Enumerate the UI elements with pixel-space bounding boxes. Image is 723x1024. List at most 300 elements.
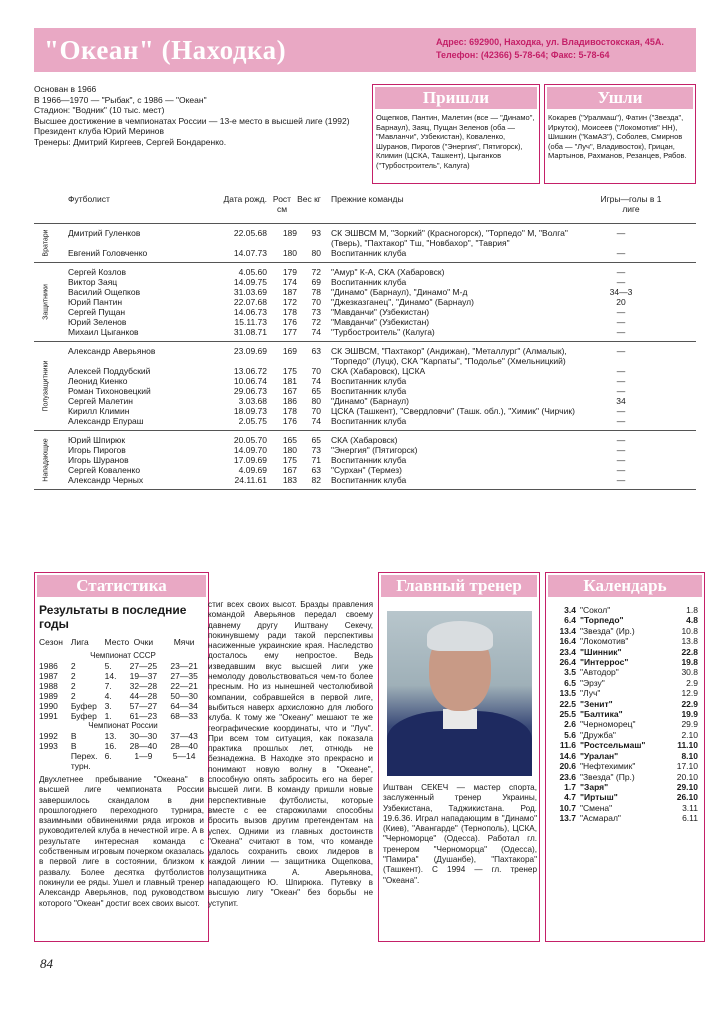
stats-cell: 2 bbox=[70, 681, 76, 691]
player-prev-teams: СКА (Хабаровск), ЦСКА bbox=[331, 366, 426, 376]
stats-cell: 27—35 bbox=[170, 671, 198, 681]
stats-cell: В bbox=[70, 741, 77, 751]
calendar-date-home: 23.4 bbox=[559, 646, 576, 657]
stats-cell: 44—28 bbox=[129, 691, 158, 701]
player-weight: 72 bbox=[311, 267, 321, 277]
stats-row bbox=[39, 711, 204, 721]
player-row bbox=[62, 277, 651, 287]
player-height: 181 bbox=[282, 376, 297, 386]
club-contacts bbox=[436, 36, 686, 62]
stats-cell: 57—27 bbox=[129, 701, 158, 711]
player-height: 186 bbox=[282, 396, 297, 406]
player-row bbox=[62, 267, 651, 277]
player-height: 167 bbox=[282, 386, 297, 396]
player-games: — bbox=[616, 228, 626, 238]
stats-row bbox=[39, 661, 204, 671]
player-prev-teams: Воспитанник клуба bbox=[331, 475, 407, 485]
position-label-cell bbox=[34, 228, 62, 258]
calendar-team: "Балтика" bbox=[580, 709, 623, 720]
player-weight: 71 bbox=[311, 455, 321, 465]
stats-cell: 68—33 bbox=[170, 711, 198, 721]
player-weight: 63 bbox=[311, 346, 321, 356]
player-prev-teams: "Мавданчи" (Узбекистан) bbox=[331, 307, 430, 317]
info-line: Стадион: "Водник" (10 тыс. мест) bbox=[34, 105, 165, 115]
player-games: — bbox=[616, 376, 626, 386]
player-height: 180 bbox=[282, 248, 297, 258]
stats-cell: 5—14 bbox=[172, 751, 196, 761]
player-row bbox=[62, 307, 651, 317]
stats-cell: 1986 bbox=[39, 661, 58, 671]
player-name: Евгений Головченко bbox=[68, 248, 148, 258]
col-prev: Прежние команды bbox=[331, 194, 404, 204]
stats-cell: 7. bbox=[104, 681, 112, 691]
calendar-team: "Локомотив" bbox=[580, 636, 629, 647]
stats-cell: В bbox=[70, 731, 77, 741]
player-weight: 80 bbox=[311, 396, 321, 406]
calendar-date-away: 10.8 bbox=[681, 625, 698, 636]
stats-cell: 1993 bbox=[39, 741, 58, 751]
player-games: — bbox=[616, 445, 626, 455]
calendar-date-home: 13.5 bbox=[559, 688, 576, 699]
player-games: — bbox=[616, 327, 626, 337]
stats-row bbox=[39, 701, 204, 711]
player-dob: 31.08.71 bbox=[233, 327, 267, 337]
calendar-row bbox=[546, 813, 704, 823]
player-height: 172 bbox=[282, 297, 297, 307]
calendar-date-away: 12.9 bbox=[681, 688, 698, 699]
calendar-date-away: 30.8 bbox=[681, 667, 698, 678]
player-height: 165 bbox=[282, 435, 297, 445]
calendar-date-away: 13.8 bbox=[681, 636, 698, 647]
calendar-row bbox=[546, 615, 704, 625]
player-games: — bbox=[616, 455, 626, 465]
player-games: — bbox=[616, 248, 626, 258]
stats-row bbox=[39, 681, 204, 691]
player-weight: 82 bbox=[311, 475, 321, 485]
coach-title: Главный тренер bbox=[381, 575, 537, 597]
arrived-box bbox=[372, 84, 540, 184]
player-row bbox=[62, 376, 651, 386]
player-prev-teams: Воспитанник клуба bbox=[331, 277, 407, 287]
stats-cell: 61—23 bbox=[129, 711, 158, 721]
player-dob: 14.09.75 bbox=[233, 277, 267, 287]
calendar-date-away: 4.8 bbox=[686, 615, 698, 626]
calendar-row bbox=[546, 772, 704, 782]
stats-col: Место bbox=[104, 637, 130, 647]
player-row bbox=[62, 317, 651, 327]
calendar-date-home: 5.6 bbox=[564, 729, 576, 740]
stats-cell: 28—40 bbox=[170, 741, 198, 751]
position-label: Нападающие bbox=[42, 438, 50, 482]
player-prev-teams: СК ЭШВСМ М, "Зоркий" (Красногорск), "Торпедо" М, "Волга" (Тверь), "Пахтакор" Тш, "Новбахор", "Таврия" bbox=[331, 228, 568, 248]
group-players bbox=[62, 346, 651, 426]
player-dob: 14.09.70 bbox=[233, 445, 267, 455]
player-height: 178 bbox=[282, 307, 297, 317]
position-label-cell bbox=[34, 267, 62, 337]
player-dob: 24.11.61 bbox=[234, 475, 267, 485]
player-row bbox=[62, 406, 651, 416]
calendar-team: "Луч" bbox=[580, 688, 601, 699]
stats-subtitle: Результаты в последние годы bbox=[39, 603, 187, 631]
calendar-team: "Дружба" bbox=[580, 729, 616, 740]
player-weight: 73 bbox=[311, 307, 321, 317]
stats-cell: 1989 bbox=[39, 691, 58, 701]
left-box bbox=[544, 84, 696, 184]
player-weight: 65 bbox=[311, 386, 321, 396]
player-row bbox=[62, 386, 651, 396]
calendar-date-home: 14.6 bbox=[559, 750, 576, 761]
player-games: — bbox=[616, 386, 626, 396]
calendar-box bbox=[545, 572, 705, 942]
page-number: 84 bbox=[40, 956, 53, 971]
player-row bbox=[62, 297, 651, 307]
page-header bbox=[34, 28, 696, 72]
roster-table bbox=[34, 194, 696, 490]
calendar-date-home: 3.4 bbox=[564, 605, 576, 615]
player-dob: 15.11.73 bbox=[234, 317, 267, 327]
stats-cell: 1987 bbox=[39, 671, 58, 681]
player-height: 174 bbox=[282, 277, 297, 287]
col-dob: Дата рожд. bbox=[223, 194, 267, 204]
position-group bbox=[34, 224, 696, 263]
player-prev-teams: СК ЭШВСМ, "Пахтакор" (Андижан), "Металлург" (Алмалык), "Торпедо" (Луцк), СКА "Карпаты", "Подолье" (Хмельницкий) bbox=[331, 346, 567, 366]
player-weight: 65 bbox=[311, 435, 321, 445]
stats-head bbox=[39, 637, 204, 647]
player-games: — bbox=[616, 406, 626, 416]
info-line: Высшее достижение в чемпионатах России — 13-е место в высшей лиге (1992) bbox=[34, 115, 350, 126]
calendar-date-home: 23.6 bbox=[559, 771, 576, 782]
player-prev-teams: "Динамо" (Барнаул) bbox=[331, 396, 409, 406]
stats-cell: Буфер bbox=[70, 711, 97, 721]
group-players bbox=[62, 267, 651, 337]
calendar-team: "Шинник" bbox=[580, 646, 622, 657]
stats-cell: 50—30 bbox=[170, 691, 198, 701]
stats-cell: 1990 bbox=[39, 701, 58, 711]
player-row bbox=[62, 445, 651, 455]
stats-cell: 3. bbox=[104, 701, 112, 711]
stats-text: Двухлетнее пребывание "Океана" в высшей лиге чемпионата России завершилось скандалом в дни прошлогоднего переходного турнира, взаимными обвинениями ряда игроков и руководителей клуба в нечестной игре. А в результате интересная команда с собственным игровым почерком оказалась в первой лиге в состоянии, близком к развалу. Более десятка футболистов покинули ее ряды. Ушел и главный тренер Александр Аверьянов, под руководством которого "Океан" достиг всех своих высот. bbox=[39, 775, 204, 908]
calendar-date-away: 1.8 bbox=[686, 605, 698, 615]
player-height: 175 bbox=[282, 366, 297, 376]
coach-text: Иштван СЕКЕЧ — мастер спорта, заслуженный тренер Украины, Узбекистана, Таджикистана. Род. 19.6.36. Играл нападающим в "Динамо" (Киев), "Авангарде" (Тернополь), ЦСКА, "Черноморце" (Одесса). Работал гл. тренером "Черноморца" (Одесса), "Памира" (Душанбе), "Пахтакора" (Ташкент). С 1994 — гл. тренер "Океана". bbox=[383, 783, 537, 885]
player-row bbox=[62, 287, 651, 297]
player-prev-teams: "Сурхан" (Термез) bbox=[331, 465, 403, 475]
player-games: — bbox=[616, 475, 626, 485]
article-column: стиг всех своих высот. Бразды правления командой Аверьянов передал своему давнему другу Иштвану Секечу, покинувшему ради такой перспективы насиженные украинские края. Наследство досталось ему непростое. Ведь изведавшим вкус высшей лиги уже немолоду довольствоваться чем-то более пресным. Но из нынешней честолюбивой компании, собравшейся в первой лиге, выбиться наверх архисложно для любого клуба. К тому же "Океану" мешают те же географические координаты, что и "Луч". При всем том ситуация, как показала практика прошлых лет, отнюдь не безнадежна. В Находке это прекрасно и понимают новую волну в "Океане", способную опять забросить его на берег высшей лиги. В команду пришли новые перспективные футболисты, которые вместе с ее старожилами способны бросить вызов другим претендентам на успех. Одними из главных достоинств "Океана" считают в том, что команде удалось сохранить своих лидеров в каждой линии — защитника Ощепкова, полузащитника А. Аверьянова, нападающего Ю. Шпирюка. Путевку в высшую лигу "Океан" без борьбы не уступит. bbox=[208, 600, 373, 908]
player-games: — bbox=[616, 465, 626, 475]
player-row bbox=[62, 416, 651, 426]
calendar-date-home: 10.7 bbox=[559, 802, 576, 813]
player-weight: 63 bbox=[311, 465, 321, 475]
col-weight: Вес кг bbox=[297, 194, 321, 204]
col-player: Футболист bbox=[68, 194, 110, 204]
calendar-row bbox=[546, 636, 704, 646]
position-group bbox=[34, 431, 696, 490]
player-games: — bbox=[616, 267, 626, 277]
player-dob: 29.06.73 bbox=[233, 386, 267, 396]
calendar-date-away: 19.8 bbox=[681, 657, 698, 668]
stats-cell: 1988 bbox=[39, 681, 58, 691]
player-row bbox=[62, 248, 651, 258]
calendar-team: "Интеррос" bbox=[580, 657, 629, 668]
player-height: 176 bbox=[282, 416, 297, 426]
arrived-text: Ощепков, Пантин, Малетин (все — "Динамо", Барнаул), Заяц, Пущан Зеленов (оба — "Мавланчи", Узбекистан), Коваленко, Шуранов, Пирогов ("Энергия", Пятигорск), Климин (ЦСКА, Ташкент), Цыганков ("Турбостроитель", Калуга) bbox=[376, 113, 535, 170]
stats-cell: 4. bbox=[104, 691, 112, 701]
player-weight: 74 bbox=[311, 327, 321, 337]
club-address: Адрес: 692900, Находка, ул. Владивостокская, 45А. bbox=[436, 37, 664, 47]
calendar-row bbox=[546, 751, 704, 761]
calendar-row bbox=[546, 709, 704, 719]
stats-caption: Чемпионат России bbox=[88, 721, 158, 730]
position-label: Вратари bbox=[42, 229, 50, 257]
calendar-team: "Уралан" bbox=[580, 750, 619, 761]
player-prev-teams: "Мавданчи" (Узбекистан) bbox=[331, 317, 430, 327]
stats-col: Очки bbox=[133, 637, 154, 647]
player-prev-teams: Воспитанник клуба bbox=[331, 376, 407, 386]
calendar-row bbox=[546, 761, 704, 771]
stats-cell: 2 bbox=[70, 671, 76, 681]
position-label: Полузащитники bbox=[42, 360, 50, 412]
roster-header bbox=[34, 194, 696, 224]
player-games: — bbox=[616, 435, 626, 445]
stats-box bbox=[34, 572, 209, 942]
calendar-date-away: 8.10 bbox=[681, 750, 698, 761]
player-prev-teams: СКА (Хабаровск) bbox=[331, 435, 398, 445]
stats-cell: 19—37 bbox=[129, 671, 158, 681]
position-group bbox=[34, 342, 696, 431]
calendar-row bbox=[546, 792, 704, 802]
calendar-row bbox=[546, 803, 704, 813]
info-line: Тренеры: Дмитрий Киргеев, Сергей Бондаренко. bbox=[34, 136, 227, 147]
group-players bbox=[62, 435, 651, 485]
calendar-row bbox=[546, 730, 704, 740]
player-height: 187 bbox=[282, 287, 297, 297]
stats-cell: 27—25 bbox=[129, 661, 158, 671]
calendar-date-home: 13.7 bbox=[559, 813, 576, 824]
position-group bbox=[34, 263, 696, 342]
player-name: Сергей Малетин bbox=[68, 396, 133, 406]
calendar-team: "Нефтехимик" bbox=[580, 761, 636, 772]
player-dob: 22.07.68 bbox=[233, 297, 267, 307]
stats-cell bbox=[39, 751, 71, 771]
player-weight: 74 bbox=[311, 376, 321, 386]
stats-cell: 64—34 bbox=[170, 701, 198, 711]
calendar-date-away: 11.10 bbox=[677, 740, 698, 751]
player-name: Дмитрий Гуленков bbox=[68, 228, 141, 238]
calendar-date-home: 20.6 bbox=[559, 761, 576, 772]
calendar-row bbox=[546, 667, 704, 677]
player-weight: 69 bbox=[311, 277, 321, 287]
stats-col: Мячи bbox=[173, 637, 195, 647]
calendar-team: "Асмарал" bbox=[580, 813, 621, 824]
calendar-row bbox=[546, 678, 704, 688]
player-height: 175 bbox=[282, 455, 297, 465]
player-name: Александр Аверьянов bbox=[68, 346, 156, 356]
calendar-date-home: 16.4 bbox=[559, 636, 576, 647]
player-row bbox=[62, 327, 651, 337]
player-games: — bbox=[616, 307, 626, 317]
stats-cell: 22—21 bbox=[170, 681, 198, 691]
calendar-title: Календарь bbox=[548, 575, 702, 597]
player-dob: 10.06.74 bbox=[233, 376, 267, 386]
player-weight: 73 bbox=[311, 445, 321, 455]
player-name: Роман Тихоновецкий bbox=[68, 386, 151, 396]
calendar-date-home: 4.7 bbox=[564, 792, 576, 803]
col-games: Игры—голы в 1 лиге bbox=[600, 194, 662, 214]
player-height: 177 bbox=[282, 327, 297, 337]
calendar-row bbox=[546, 605, 704, 615]
stats-rows-ussr bbox=[39, 661, 204, 721]
calendar-rows bbox=[546, 605, 704, 824]
info-line: В 1966—1970 — "Рыбак", с 1986 — "Океан" bbox=[34, 94, 207, 105]
stats-cell: 14. bbox=[104, 671, 117, 681]
calendar-date-away: 3.11 bbox=[682, 802, 698, 813]
calendar-date-home: 26.4 bbox=[559, 657, 576, 668]
calendar-date-home: 2.6 bbox=[564, 719, 576, 730]
position-label: Защитники bbox=[42, 284, 50, 320]
player-prev-teams: ЦСКА (Ташкент), "Свердловчи" (Ташк. обл.), "Химик" (Чирчик) bbox=[331, 406, 575, 416]
player-dob: 23.09.69 bbox=[233, 346, 267, 356]
calendar-team: "Автодор" bbox=[580, 667, 619, 678]
player-name: Александр Епураш bbox=[68, 416, 144, 426]
stats-cell: 30—30 bbox=[129, 731, 158, 741]
player-name: Алексей Поддубский bbox=[68, 366, 151, 376]
arrived-title: Пришли bbox=[375, 87, 537, 109]
col-height: Рост см bbox=[272, 194, 292, 214]
stats-row bbox=[39, 751, 204, 771]
stats-cell: 1. bbox=[104, 711, 112, 721]
player-height: 169 bbox=[282, 346, 297, 356]
stats-caption: Чемпионат СССР bbox=[90, 651, 156, 660]
player-prev-teams: Воспитанник клуба bbox=[331, 248, 407, 258]
stats-cell: 28—40 bbox=[129, 741, 158, 751]
player-name: Сергей Коваленко bbox=[68, 465, 141, 475]
player-weight: 93 bbox=[311, 228, 321, 238]
calendar-date-home: 6.5 bbox=[564, 677, 576, 688]
calendar-team: "Черноморец" bbox=[580, 719, 636, 730]
stats-cell: 2 bbox=[70, 691, 76, 701]
calendar-date-home: 3.5 bbox=[564, 667, 576, 678]
player-weight: 80 bbox=[311, 248, 321, 258]
calendar-team: "Эрзу" bbox=[580, 677, 605, 688]
stats-cell: 13. bbox=[104, 731, 117, 741]
player-games: — bbox=[616, 277, 626, 287]
calendar-date-home: 1.7 bbox=[564, 781, 576, 792]
calendar-team: "Звезда" (Пр.) bbox=[580, 771, 635, 782]
player-games: — bbox=[616, 416, 626, 426]
stats-row bbox=[39, 741, 204, 751]
player-games: — bbox=[616, 366, 626, 376]
player-row bbox=[62, 435, 651, 445]
player-height: 189 bbox=[282, 228, 297, 238]
calendar-row bbox=[546, 657, 704, 667]
calendar-date-home: 6.4 bbox=[564, 615, 576, 626]
player-row bbox=[62, 228, 651, 248]
calendar-team: "Иртыш" bbox=[580, 792, 618, 803]
player-games: 34 bbox=[616, 396, 626, 406]
player-name: Юрий Зеленов bbox=[68, 317, 127, 327]
player-weight: 70 bbox=[311, 366, 321, 376]
stats-cell: 2 bbox=[70, 661, 76, 671]
player-dob: 31.03.69 bbox=[233, 287, 267, 297]
player-row bbox=[62, 366, 651, 376]
stats-cell: 16. bbox=[104, 741, 117, 751]
player-name: Юрий Шпирюк bbox=[68, 435, 126, 445]
player-name: Михаил Цыганков bbox=[68, 327, 139, 337]
player-dob: 17.09.69 bbox=[233, 455, 267, 465]
calendar-date-away: 29.10 bbox=[676, 781, 698, 792]
stats-cell: Перех. турн. bbox=[70, 751, 98, 771]
coach-box bbox=[378, 572, 540, 942]
stats-col: Лига bbox=[70, 637, 89, 647]
calendar-row bbox=[546, 699, 704, 709]
calendar-date-home: 13.4 bbox=[559, 625, 576, 636]
player-name: Игорь Шуранов bbox=[68, 455, 129, 465]
player-name: Игорь Пирогов bbox=[68, 445, 126, 455]
player-name: Сергей Козлов bbox=[68, 267, 127, 277]
position-label-cell bbox=[34, 346, 62, 426]
info-line: Основан в 1966 bbox=[34, 84, 97, 94]
player-prev-teams: "Энергия" (Пятигорск) bbox=[331, 445, 418, 455]
player-height: 167 bbox=[282, 465, 297, 475]
stats-col: Сезон bbox=[39, 637, 63, 647]
calendar-date-away: 22.8 bbox=[681, 646, 698, 657]
player-prev-teams: "Турбостроитель" (Калуга) bbox=[331, 327, 435, 337]
player-row bbox=[62, 346, 651, 366]
calendar-date-home: 25.5 bbox=[559, 709, 576, 720]
calendar-team: "Ростсельмаш" bbox=[580, 740, 646, 751]
stats-cell: 1992 bbox=[39, 731, 58, 741]
player-name: Кирилл Климин bbox=[68, 406, 130, 416]
stats-row bbox=[39, 671, 204, 681]
calendar-date-home: 11.6 bbox=[559, 740, 576, 751]
player-games: — bbox=[616, 346, 626, 356]
player-height: 183 bbox=[282, 475, 297, 485]
player-name: Виктор Заяц bbox=[68, 277, 118, 287]
calendar-row bbox=[546, 719, 704, 729]
calendar-team: "Смена" bbox=[580, 802, 613, 813]
calendar-date-away: 19.9 bbox=[681, 709, 698, 720]
stats-cell: 6. bbox=[104, 751, 112, 761]
player-weight: 78 bbox=[311, 287, 321, 297]
coach-photo bbox=[387, 611, 532, 776]
club-title: "Океан" (Находка) bbox=[44, 34, 287, 65]
group-players bbox=[62, 228, 651, 258]
player-dob: 4.09.69 bbox=[238, 465, 267, 475]
player-height: 178 bbox=[282, 406, 297, 416]
player-dob: 20.05.70 bbox=[233, 435, 267, 445]
calendar-date-away: 20.10 bbox=[676, 771, 698, 782]
calendar-date-away: 2.10 bbox=[681, 729, 698, 740]
player-row bbox=[62, 475, 651, 485]
player-prev-teams: "Джезказганец", "Динамо" (Барнаул) bbox=[331, 297, 474, 307]
player-row bbox=[62, 455, 651, 465]
player-height: 179 bbox=[282, 267, 297, 277]
calendar-date-away: 17.10 bbox=[676, 761, 698, 772]
calendar-date-away: 29.9 bbox=[681, 719, 698, 730]
player-weight: 70 bbox=[311, 297, 321, 307]
stats-row bbox=[39, 731, 204, 741]
player-dob: 14.06.73 bbox=[233, 307, 267, 317]
club-info bbox=[34, 84, 364, 147]
player-dob: 3.03.68 bbox=[238, 396, 267, 406]
calendar-date-away: 6.11 bbox=[682, 813, 698, 824]
stats-cell: Буфер bbox=[70, 701, 97, 711]
player-height: 176 bbox=[282, 317, 297, 327]
player-row bbox=[62, 396, 651, 406]
calendar-team: "Звезда" (Ир.) bbox=[580, 625, 635, 636]
player-prev-teams: "Динамо" (Барнаул), "Динамо" М-д bbox=[331, 287, 468, 297]
